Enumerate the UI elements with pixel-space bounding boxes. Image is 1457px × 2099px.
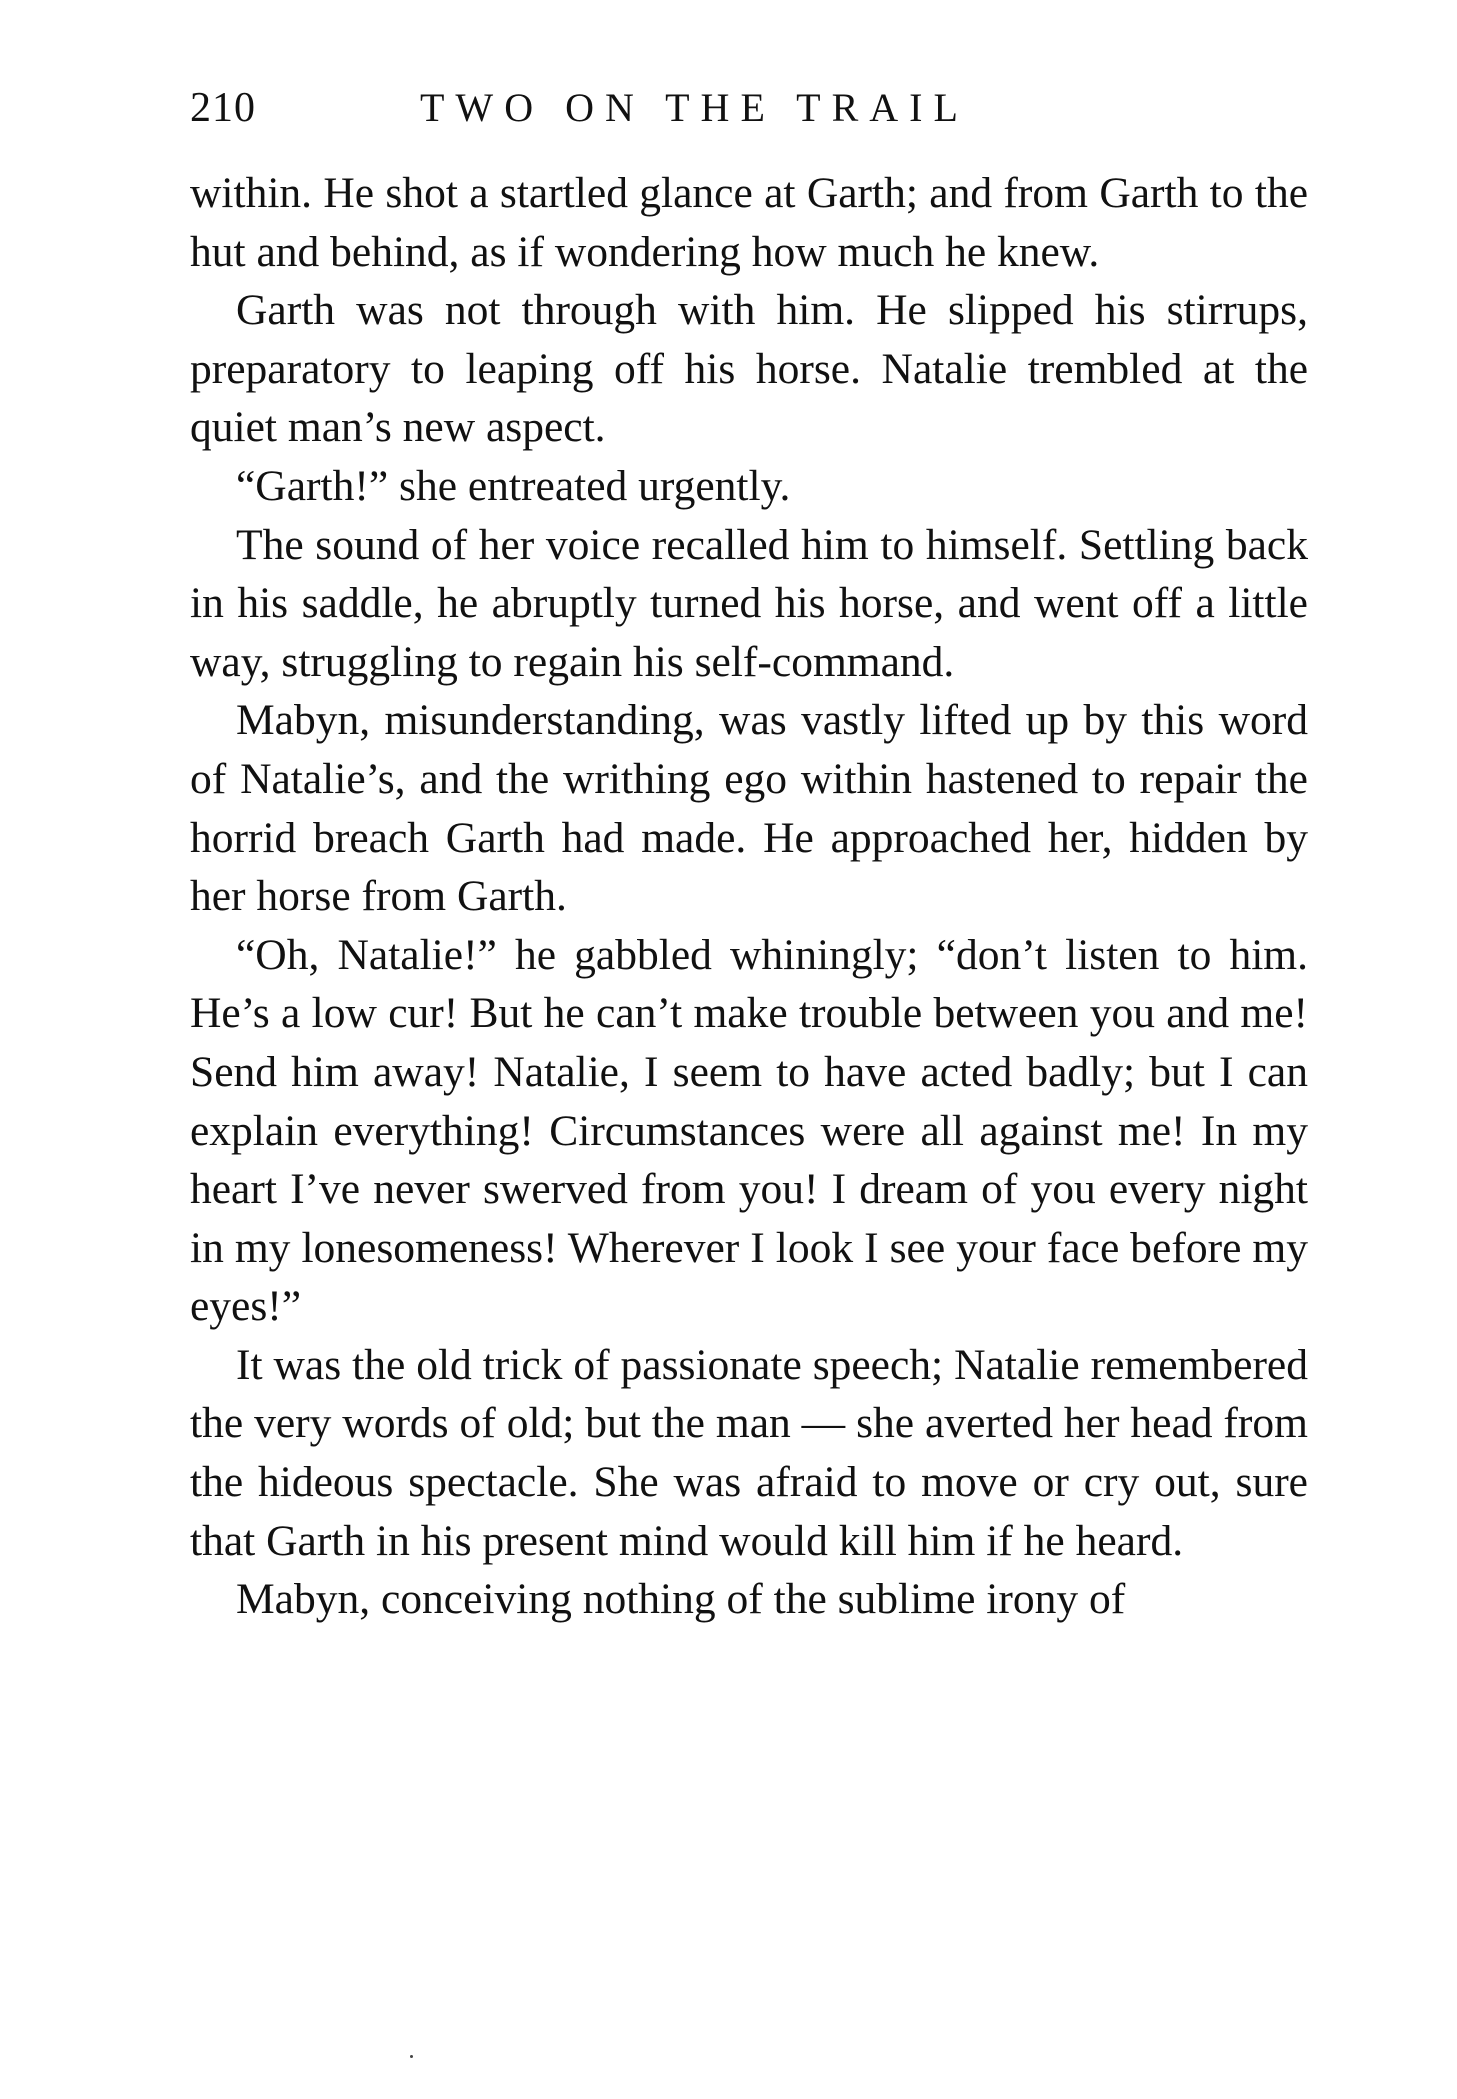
paragraph-6: “Oh, Natalie!” he gabbled whiningly; “don’t listen to him. He’s a low cur! But he can’t make trouble between you and me! Send him away! Natalie, I seem to have acted badly; but I can explain everything! Circumstances were all against me! In my heart I’ve never swerved from you! I dream of you every night in my lonesomeness! Wherever I look I see your face before my eyes!” [190,930,1308,1331]
paragraph-7: It was the old trick of passionate speech; Natalie remembered the very words of old; but the man — she averted her head from the hideous spectacle. She was afraid to move or cry out, sure that Garth in his present mind would kill him if he heard. [190,1340,1308,1565]
paragraph-8: Mabyn, conceiving nothing of the sublime irony of [236,1575,1126,1624]
scan-speck [410,2055,413,2058]
page-number: 210 [190,85,256,131]
paragraph-1: within. He shot a startled glance at Garth; and from Garth to the hut and behind, as if wondering how much he knew. [190,169,1308,276]
running-title: TWO ON THE TRAIL [420,85,969,130]
paragraph-4: The sound of her voice recalled him to himself. Settling back in his saddle, he abruptly turned his horse, and went off a little way, struggling to regain his self-command. [190,520,1308,686]
page-header [190,84,1320,144]
paragraph-3: “Garth!” she entreated urgently. [236,461,791,510]
paragraph-5: Mabyn, misunderstanding, was vastly lifted up by this word of Natalie’s, and the writhing ego within hastened to repair the horrid breach Garth had made. He approached her, hidden by her horse from Garth. [190,696,1308,921]
body-text [190,164,1308,1629]
paragraph-2: Garth was not through with him. He slipped his stirrups, preparatory to leaping off his horse. Natalie trembled at the quiet man’s new aspect. [190,286,1308,452]
